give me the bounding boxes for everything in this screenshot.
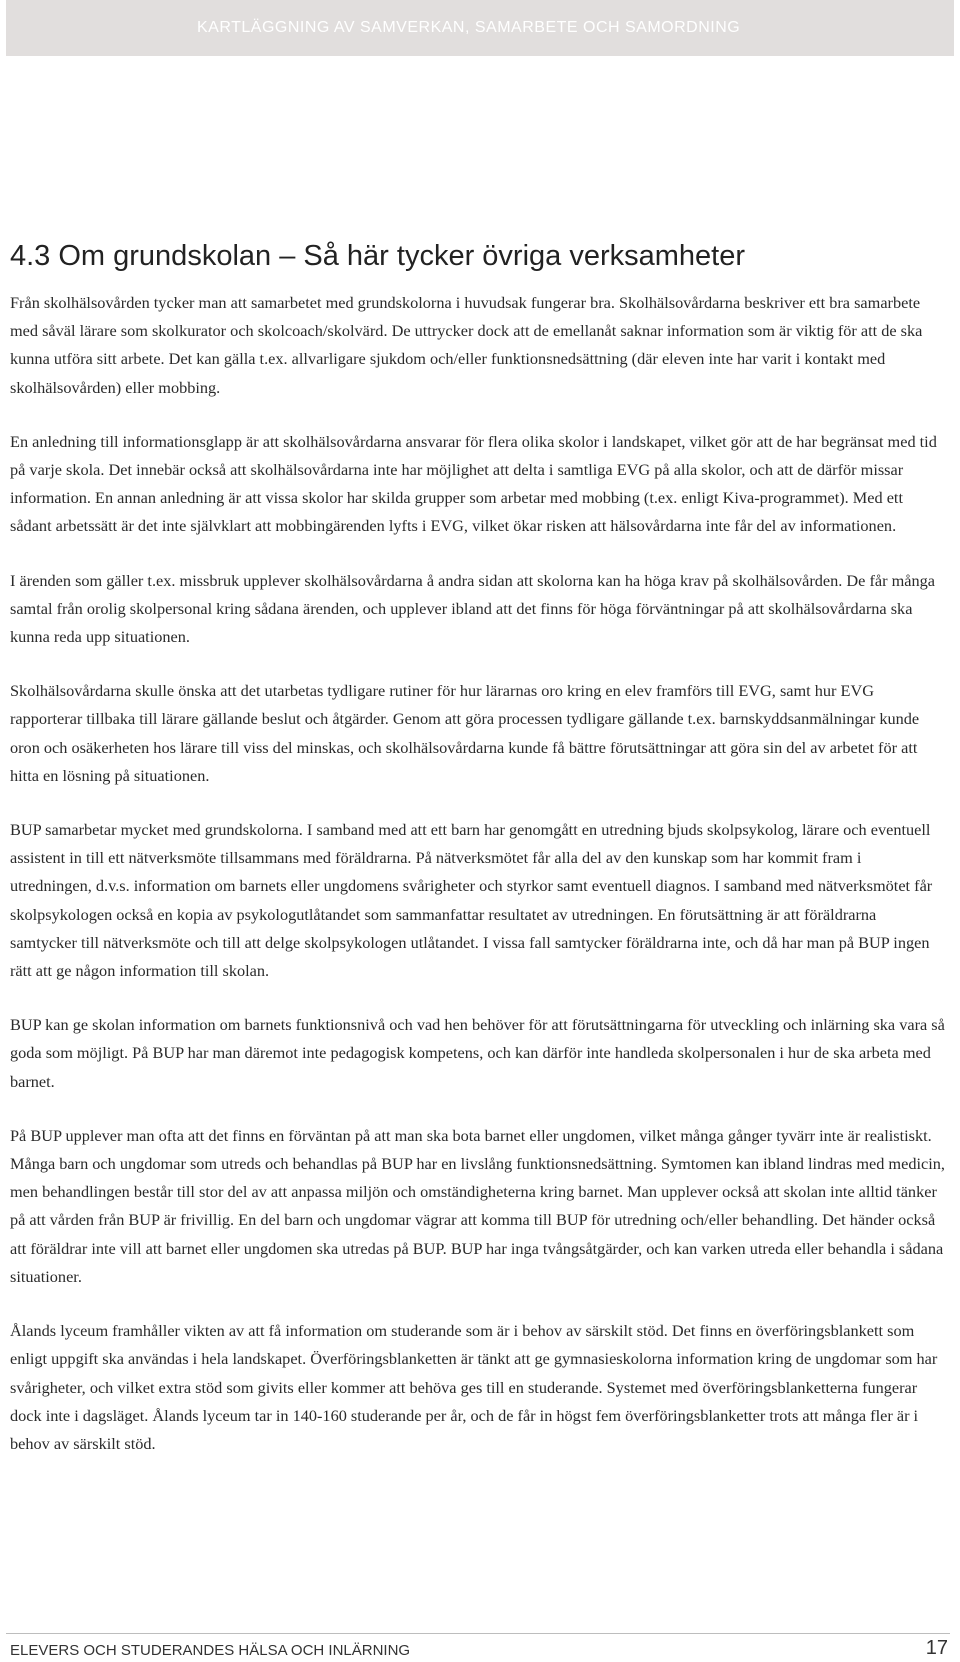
paragraph: En anledning till informationsglapp är att skolhälsovårdarna ansvarar för flera olika skolor i landskapet, vilket gör att de har begränsat med tid på varje skola. Det innebär också att skolhälsovårdarna inte har möjlighet att delta i samtliga EVG på alla skolor, och att de därför missar information. En annan anledning är att vissa skolor har skilda grupper som arbetar med mobbing (t.ex. enligt Kiva-programmet). Med ett sådant arbetssätt är det inte självklart att mobbingärenden lyfts i EVG, vilket ökar risken att hälsovårdarna inte får del av informationen. [10,431,937,536]
header-band [6,0,954,56]
running-footer: ELEVERS OCH STUDERANDES HÄLSA OCH INLÄRNING [10,1642,411,1659]
paragraph: Ålands lyceum framhåller vikten av att få information om studerande som är i behov av särskilt stöd. Det finns en överföringsblankett som enligt uppgift ska användas i hela landskapet. Överföringsblanketten är tänkt att ge gymnasieskolorna information kring de ungdomar som har svårigheter, och vilket extra stöd som givits eller kommer att behöva ges till en studerande. Systemet med överföringsblanketterna fungerar dock inte i dagsläget. Ålands lyceum tar in 140-160 studerande per år, och de får in högst fem överföringsblanketter trots att många fler är i behov av särskilt stöd. [10,1321,938,1453]
section-title: 4.3 Om grundskolan – Så här tycker övriga verksamheter [10,240,745,272]
footer-divider [6,1633,950,1634]
paragraph: BUP samarbetar mycket med grundskolorna. I samband med att ett barn har genomgått en utredning bjuds skolpsykolog, lärare och eventuell assistent in till ett nätverksmöte tillsammans med föräldrarna. På nätverksmötet får alla del av den kunskap som har kommit fram i utredningen, d.v.s. information om barnets eller ungdomens svårigheter och styrkor samt eventuell diagnos. I samband med nätverksmötet får skolpsykologen också en kopia av psykologutlåtandet som sammanfattar resultatet av utredningen. En förutsättning är att föräldrarna samtycker till nätverksmöte och till att delge skolpsykologen utlåtandet. I vissa fall samtycker föräldrarna inte, och då har man på BUP ingen rätt att ge någon information till skolan. [10,820,933,981]
paragraph: BUP kan ge skolan information om barnets funktionsnivå och vad hen behöver för att förutsättningarna för utveckling och inlärning ska vara så goda som möjligt. På BUP har man däremot inte pedagogisk kompetens, och kan därför inte handleda skolpersonalen i hur de ska arbeta med barnet. [10,1015,945,1091]
paragraph: I ärenden som gäller t.ex. missbruk upplever skolhälsovårdarna å andra sidan att skolorna kan ha höga krav på skolhälsovården. De får många samtal från orolig skolpersonal kring sådana ärenden, och upplever ibland att det finns för höga förväntningar på att skolhälsovårdarna ska kunna reda upp situationen. [10,570,936,647]
paragraph: Från skolhälsovården tycker man att samarbetet med grundskolorna i huvudsak fungerar bra. Skolhälsovårdarna beskriver ett bra samarbete med såväl lärare som skolkurator och skolcoach/skolvärd. De uttrycker dock att de emellanåt saknar information som är viktig för att de ska kunna utföra sitt arbete. Det kan gälla t.ex. allvarligare sjukdom och/eller funktionsnedsättning (där eleven inte har varit i kontakt med skolhälsovården) eller mobbing. [10,293,923,397]
running-header: KARTLÄGGNING AV SAMVERKAN, SAMARBETE OCH SAMORDNING [197,19,741,36]
paragraph: På BUP upplever man ofta att det finns en förväntan på att man ska bota barnet eller ungdomen, vilket många gånger tyvärr inte är realistiskt. Många barn och ungdomar som utreds och behandlas på BUP har en livslång funktionsnedsättning. Symtomen kan ibland lindras med medicin, men behandlingen består till stor del av att anpassa miljön och omständigheterna kring barnet. Man upplever också att skolan inte alltid tänker på att vården från BUP är frivillig. En del barn och ungdomar vägrar att komma till BUP för utredning och/eller behandling. Det händer också att föräldrar inte vill att barnet eller ungdomen ska utredas på BUP. BUP har inga tvångsåtgärder, och kan varken utreda eller behandla i sådana situationer. [10,1125,945,1286]
paragraph: Skolhälsovårdarna skulle önska att det utarbetas tydligare rutiner för hur lärarnas oro kring en elev framförs till EVG, samt hur EVG rapporterar tillbaka till lärare gällande beslut och åtgärder. Genom att göra processen tydligare gällande t.ex. barnskyddsanmälningar kunde oron och osäkerheten hos lärare till viss del minskas, och skolhälsovårdarna kunde få bättre förutsättningar att göra sin del av arbetet för att hitta en lösning på situationen. [10,681,920,785]
body-text [10,289,946,1484]
page-number: 17 [925,1637,948,1659]
